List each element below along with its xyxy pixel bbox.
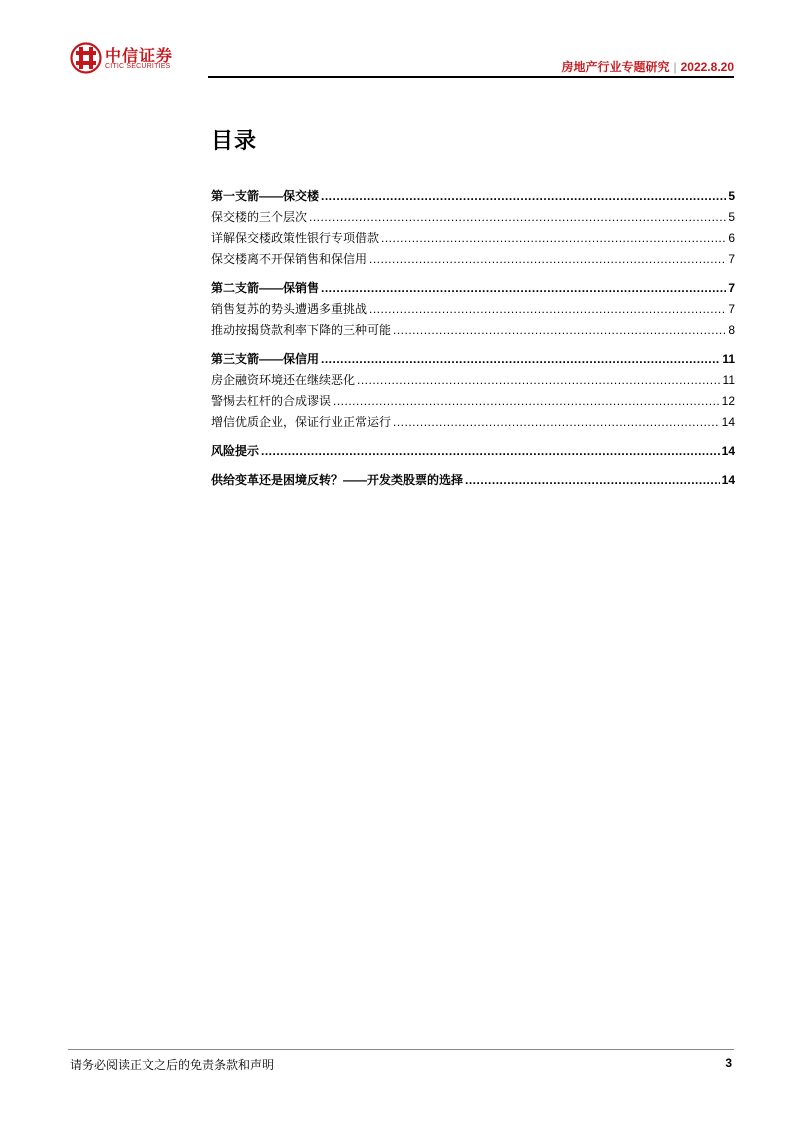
toc-leader-dots <box>369 299 726 320</box>
toc-entry-label: 第二支箭——保销售 <box>211 281 320 295</box>
logo-english-name: CITIC SECURITIES <box>105 63 171 70</box>
toc-leader-dots <box>393 412 720 433</box>
toc-leader-dots <box>393 320 726 341</box>
toc-leader-dots <box>381 228 726 249</box>
toc-entry-label: 销售复苏的势头遭遇多重挑战 <box>211 302 368 316</box>
toc-leader-dots <box>261 441 720 462</box>
toc-leader-dots <box>369 249 726 270</box>
toc-entry-page: 12 <box>721 394 735 408</box>
toc-entry-page: 11 <box>722 373 735 387</box>
toc-leader-dots <box>333 391 720 412</box>
toc-subsection-entry[interactable] <box>211 299 735 320</box>
toc-entry-page: 7 <box>728 302 735 316</box>
toc-entry-label: 警惕去杠杆的合成谬误 <box>211 394 332 408</box>
toc-subsection-entry[interactable] <box>211 412 735 433</box>
report-date: 2022.8.20 <box>680 60 734 74</box>
toc-entry-label: 详解保交楼政策性银行专项借款 <box>211 231 380 245</box>
toc-group <box>211 186 735 270</box>
footer-disclaimer: 请务必阅读正文之后的免责条款和声明 <box>70 1058 275 1072</box>
toc-leader-dots <box>321 278 726 299</box>
toc-entry-label: 保交楼离不开保销售和保信用 <box>211 252 368 266</box>
toc-entry-label: 第三支箭——保信用 <box>211 352 320 366</box>
toc-entry-label: 增信优质企业，保证行业正常运行 <box>211 415 392 429</box>
citic-logo-icon <box>70 42 102 74</box>
logo-chinese-name: 中信证券 <box>105 46 174 65</box>
toc-subsection-entry[interactable] <box>211 391 735 412</box>
citic-logo <box>70 42 180 74</box>
toc-group <box>211 349 735 433</box>
report-type: 房地产行业专题研究 <box>561 60 670 74</box>
toc-subsection-entry[interactable] <box>211 320 735 341</box>
toc-group <box>211 470 735 491</box>
toc-group <box>211 441 735 462</box>
toc-leader-dots <box>357 370 721 391</box>
header-separator: | <box>673 60 677 74</box>
toc-entry-page: 6 <box>728 231 735 245</box>
page-number: 3 <box>725 1056 732 1070</box>
toc-entry-page: 5 <box>728 210 735 224</box>
toc-entry-page: 14 <box>721 444 735 458</box>
toc-entry-page: 8 <box>728 323 735 337</box>
toc-entry-page: 14 <box>721 473 735 487</box>
toc-subsection-entry[interactable] <box>211 207 735 228</box>
toc-entry-label: 保交楼的三个层次 <box>211 210 308 224</box>
toc-entry-label: 供给变革还是困境反转？——开发类股票的选择 <box>211 473 464 487</box>
toc-entry-label: 房企融资环境还在继续恶化 <box>211 373 356 387</box>
toc-section-entry[interactable] <box>211 441 735 462</box>
toc-leader-dots <box>465 470 720 491</box>
toc-subsection-entry[interactable] <box>211 228 735 249</box>
toc-section-entry[interactable] <box>211 186 735 207</box>
toc-section-entry[interactable] <box>211 278 735 299</box>
toc-entry-page: 11 <box>722 352 735 366</box>
toc-group <box>211 278 735 341</box>
toc-entry-page: 14 <box>721 415 735 429</box>
toc-entry-label: 第一支箭——保交楼 <box>211 189 320 203</box>
toc-leader-dots <box>321 349 720 370</box>
toc-leader-dots <box>321 186 726 207</box>
footer-divider <box>68 1049 734 1050</box>
header-divider <box>208 76 734 78</box>
toc-subsection-entry[interactable] <box>211 370 735 391</box>
report-header-info <box>561 58 734 75</box>
toc-entry-label: 推动按揭贷款利率下降的三种可能 <box>211 323 392 337</box>
toc-entry-page: 7 <box>728 252 735 266</box>
table-of-contents <box>211 186 735 499</box>
toc-entry-page: 7 <box>728 281 735 295</box>
toc-entry-label: 风险提示 <box>211 444 260 458</box>
toc-entry-page: 5 <box>728 189 735 203</box>
toc-section-entry[interactable] <box>211 349 735 370</box>
page-title: 目录 <box>211 128 258 153</box>
toc-subsection-entry[interactable] <box>211 249 735 270</box>
toc-leader-dots <box>309 207 726 228</box>
toc-section-entry[interactable] <box>211 470 735 491</box>
